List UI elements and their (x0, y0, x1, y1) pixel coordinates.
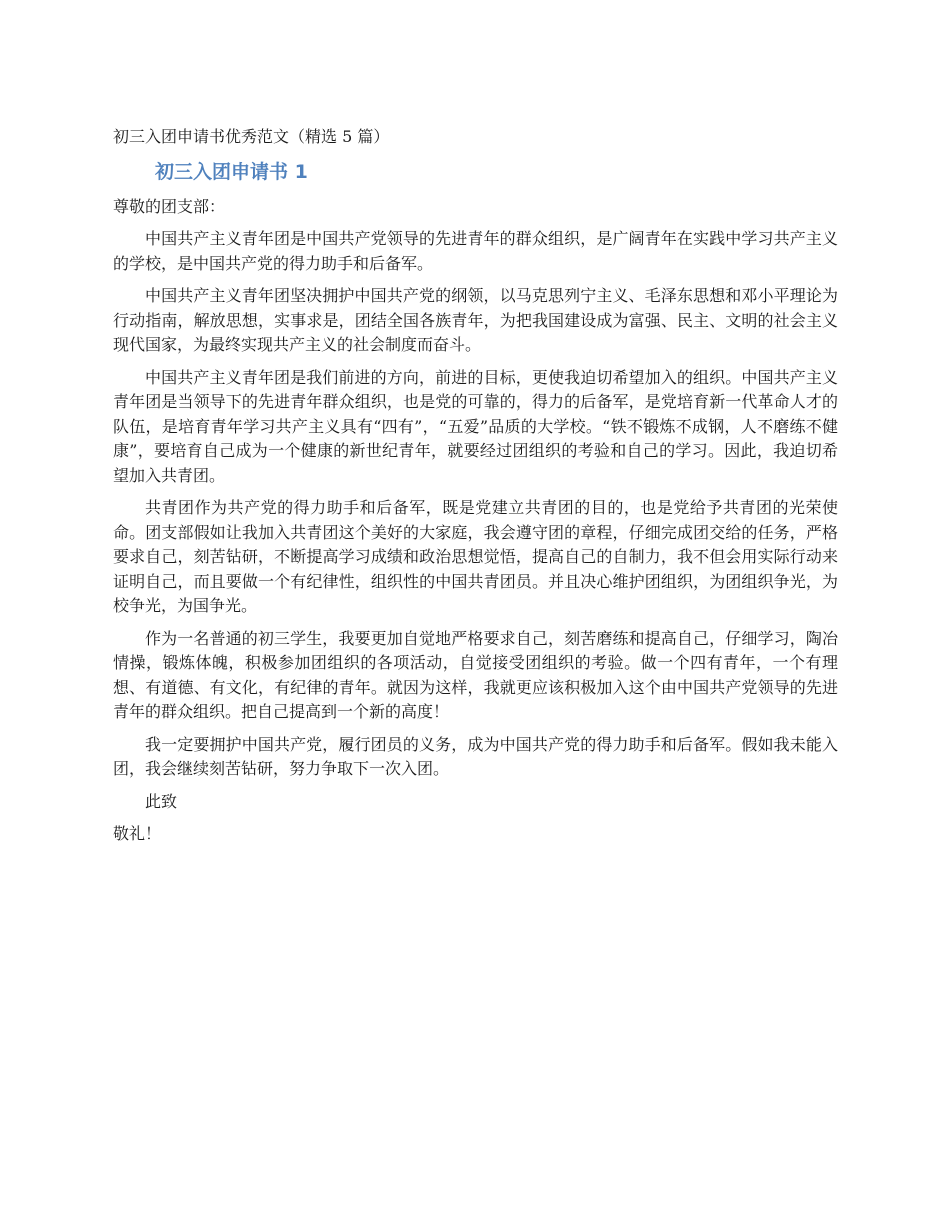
body-paragraph: 我一定要拥护中国共产党，履行团员的义务，成为中国共产党的得力助手和后备军。假如我未能入团，我会继续刻苦钻研，努力争取下一次入团。 (113, 734, 838, 778)
body-paragraph: 中国共产主义青年团是我们前进的方向，前进的目标，更使我迫切希望加入的组织。中国共产主义青年团是当领导下的先进青年群众组织，也是党的可靠的，得力的后备军，是党培育新一代革命人才的队伍，是培育青年学习共产主义具有“四有”，“五爱”品质的大学校。“铁不锻炼不成钢，人不磨练不健康”，要培育自己成为一个健康的新世纪青年，就要经过团组织的考验和自己的学习。因此，我迫切希望加入共青团。 (113, 367, 838, 485)
body-paragraph: 中国共产主义青年团坚决拥护中国共产党的纲领，以马克思列宁主义、毛泽东思想和邓小平理论为行动指南，解放思想，实事求是，团结全国各族青年，为把我国建设成为富强、民主、文明的社会主义现代国家，为最终实现共产主义的社会制度而奋斗。 (113, 286, 838, 354)
body-paragraph: 共青团作为共产党的得力助手和后备军，既是党建立共青团的目的，也是党给予共青团的光荣使命。团支部假如让我加入共青团这个美好的大家庭，我会遵守团的章程，仔细完成团交给的任务，严格要求自己，刻苦钻研，不断提高学习成绩和政治思想觉悟，提高自己的自制力，我不但会用实际行动来证明自己，而且要做一个有纪律性，组织性的中国共青团员。并且决心维护团组织，为团组织争光，为校争光，为国争光。 (113, 498, 838, 615)
body-paragraph: 中国共产主义青年团是中国共产党领导的先进青年的群众组织，是广阔青年在实践中学习共产主义的学校，是中国共产党的得力助手和后备军。 (113, 229, 838, 273)
section-heading: 初三入团申请书 1 (155, 161, 308, 183)
signoff: 敬礼！ (113, 823, 162, 843)
salutation: 尊敬的团支部： (113, 197, 226, 216)
closing: 此致 (145, 791, 178, 811)
body-paragraph: 作为一名普通的初三学生，我要更加自觉地严格要求自己，刻苦磨练和提高自己，仔细学习，陶冶情操，锻炼体魄，积极参加团组织的各项活动，自觉接受团组织的考验。做一个四有青年，一个有理想、有道德、有文化，有纪律的青年。就因为这样，我就更应该积极加入这个由中国共产党领导的先进青年的群众组织。把自己提高到一个新的高度！ (113, 628, 838, 721)
document-page (113, 124, 838, 846)
document-title: 初三入团申请书优秀范文（精选 5 篇） (113, 127, 390, 146)
